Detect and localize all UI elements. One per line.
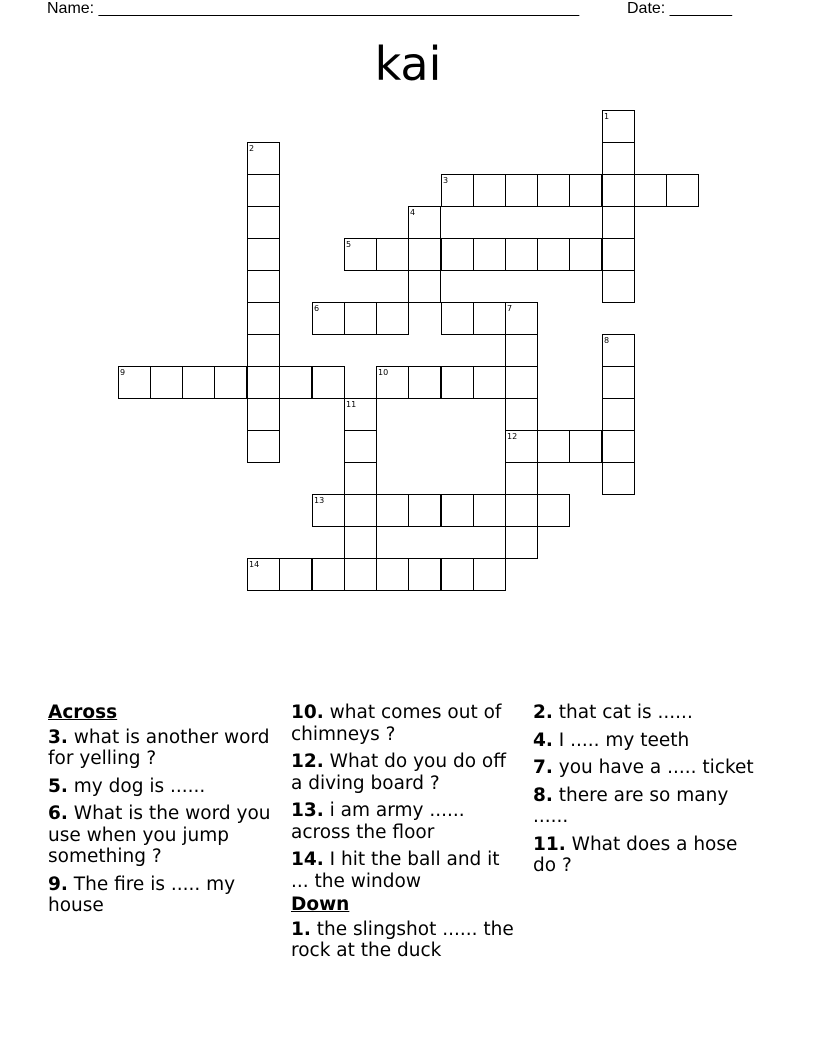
grid-cell[interactable] — [247, 302, 280, 335]
clue-across-5 — [48, 776, 286, 798]
clue-column-1 — [48, 702, 286, 923]
clue-number: 4. — [533, 729, 553, 751]
cell-number: 8 — [604, 336, 610, 345]
grid-cell[interactable] — [247, 430, 280, 463]
grid-cell[interactable] — [150, 366, 183, 399]
grid-cell[interactable] — [441, 238, 474, 271]
grid-cell[interactable] — [247, 174, 280, 207]
grid-cell[interactable] — [408, 366, 441, 399]
grid-cell[interactable] — [376, 558, 409, 591]
grid-cell[interactable] — [279, 366, 312, 399]
grid-cell[interactable] — [441, 558, 474, 591]
clue-text: that cat is ...... — [552, 702, 693, 723]
clue-across-3 — [48, 727, 286, 770]
grid-cell[interactable] — [602, 142, 635, 175]
clue-down-11 — [533, 834, 763, 877]
grid-cell[interactable] — [602, 366, 635, 399]
clue-across-12 — [291, 751, 523, 794]
grid-cell[interactable] — [602, 174, 635, 207]
clue-number: 8. — [533, 784, 553, 806]
clue-text: What do you do off a diving board ? — [291, 751, 506, 794]
grid-cell[interactable] — [376, 238, 409, 271]
grid-cell[interactable] — [344, 526, 377, 559]
grid-cell[interactable] — [505, 174, 538, 207]
clue-text: The fire is ..... my house — [48, 873, 236, 916]
clue-across-9 — [48, 874, 286, 917]
grid-cell[interactable] — [344, 462, 377, 495]
clue-number: 9. — [48, 873, 68, 895]
grid-cell[interactable] — [376, 494, 409, 527]
grid-cell[interactable] — [408, 494, 441, 527]
clue-across-10 — [291, 702, 523, 745]
grid-cell[interactable] — [602, 270, 635, 303]
across-heading: Across — [48, 702, 118, 723]
cell-number: 10 — [378, 368, 389, 377]
clue-down-2 — [533, 702, 763, 724]
cell-number: 14 — [249, 560, 260, 569]
grid-cell[interactable] — [344, 302, 377, 335]
grid-cell[interactable] — [279, 558, 312, 591]
grid-cell[interactable] — [247, 238, 280, 271]
grid-cell[interactable] — [537, 174, 570, 207]
cell-number: 4 — [410, 208, 416, 217]
grid-cell[interactable] — [473, 366, 506, 399]
clue-number: 5. — [48, 775, 68, 797]
cell-number: 3 — [443, 176, 449, 185]
grid-cell[interactable] — [344, 494, 377, 527]
clue-text: What does a hose do ? — [533, 833, 738, 876]
grid-cell[interactable] — [505, 366, 538, 399]
clue-number: 13. — [291, 800, 324, 821]
grid-cell[interactable] — [602, 462, 635, 495]
cell-number: 6 — [314, 304, 320, 313]
grid-cell[interactable] — [537, 238, 570, 271]
clue-number: 6. — [48, 803, 68, 824]
clue-text: what is another word for yelling ? — [48, 726, 270, 769]
grid-cell[interactable] — [312, 558, 345, 591]
clue-across-6 — [48, 803, 286, 868]
grid-cell[interactable] — [473, 494, 506, 527]
grid-cell[interactable] — [441, 366, 474, 399]
grid-cell[interactable] — [666, 174, 699, 207]
grid-cell[interactable] — [537, 494, 570, 527]
clue-text: my dog is ...... — [67, 775, 206, 797]
name-line: Name: ______________________________________________________ — [47, 0, 580, 17]
clue-across-13 — [291, 800, 523, 843]
grid-cell[interactable] — [505, 462, 538, 495]
puzzle-title: kai — [374, 37, 442, 91]
grid-cell[interactable] — [441, 494, 474, 527]
down-heading: Down — [291, 894, 350, 915]
clue-text: what comes out of chimneys ? — [291, 702, 502, 745]
cell-number: 1 — [604, 112, 610, 121]
clue-number: 7. — [533, 757, 553, 778]
grid-cell[interactable] — [247, 398, 280, 431]
grid-cell[interactable] — [473, 302, 506, 335]
clue-number: 3. — [48, 726, 68, 748]
clue-text: the slingshot ...... the rock at the duck — [291, 918, 514, 961]
clue-number: 2. — [533, 702, 553, 723]
clue-down-4 — [533, 730, 763, 752]
clue-column-2 — [291, 702, 523, 968]
date-line: Date: _______ — [627, 0, 732, 17]
grid-cell[interactable] — [634, 174, 667, 207]
clue-down-8 — [533, 785, 763, 828]
grid-cell[interactable] — [505, 494, 538, 527]
clue-number: 12. — [291, 751, 324, 772]
clue-text: I ..... my teeth — [552, 729, 690, 751]
clue-number: 10. — [291, 702, 324, 723]
cell-number: 11 — [346, 400, 357, 409]
clue-number: 1. — [291, 918, 311, 940]
clue-text: What is the word you use when you jump something ? — [48, 803, 271, 867]
clue-down-7 — [533, 757, 763, 779]
grid-cell[interactable] — [473, 238, 506, 271]
cell-number: 7 — [507, 304, 513, 313]
grid-cell[interactable] — [408, 238, 441, 271]
grid-cell[interactable] — [505, 526, 538, 559]
grid-cell[interactable] — [408, 558, 441, 591]
clue-down-1 — [291, 919, 523, 962]
clue-text: i am army ...... across the floor — [291, 800, 465, 843]
cell-number: 12 — [507, 432, 518, 441]
grid-cell[interactable] — [344, 430, 377, 463]
grid-cell[interactable] — [247, 366, 280, 399]
grid-cell[interactable] — [247, 334, 280, 367]
grid-cell[interactable] — [182, 366, 215, 399]
cell-number: 5 — [346, 240, 352, 249]
clue-number: 11. — [533, 833, 566, 855]
grid-cell[interactable] — [214, 366, 247, 399]
clue-text: there are so many ...... — [533, 784, 729, 827]
cell-number: 9 — [120, 368, 126, 377]
grid-cell[interactable] — [505, 398, 538, 431]
grid-cell[interactable] — [441, 302, 474, 335]
clue-number: 14. — [291, 849, 324, 870]
grid-cell[interactable] — [247, 206, 280, 239]
grid-cell[interactable] — [312, 366, 345, 399]
grid-cell[interactable] — [344, 558, 377, 591]
grid-cell[interactable] — [376, 302, 409, 335]
grid-cell[interactable] — [602, 430, 635, 463]
grid-cell[interactable] — [569, 238, 602, 271]
cell-number: 13 — [314, 496, 325, 505]
grid-cell[interactable] — [473, 558, 506, 591]
grid-cell[interactable] — [602, 206, 635, 239]
grid-cell[interactable] — [505, 238, 538, 271]
grid-cell[interactable] — [569, 174, 602, 207]
grid-cell[interactable] — [569, 430, 602, 463]
grid-cell[interactable] — [505, 334, 538, 367]
cell-number: 2 — [249, 144, 255, 153]
grid-cell[interactable] — [408, 270, 441, 303]
clue-column-3 — [533, 702, 763, 883]
grid-cell[interactable] — [602, 398, 635, 431]
grid-cell[interactable] — [537, 430, 570, 463]
grid-cell[interactable] — [602, 238, 635, 271]
clue-text: you have a ..... ticket — [552, 757, 754, 778]
grid-cell[interactable] — [247, 270, 280, 303]
clue-across-14 — [291, 849, 523, 892]
grid-cell[interactable] — [473, 174, 506, 207]
clue-text: I hit the ball and it ... the window — [291, 849, 500, 892]
